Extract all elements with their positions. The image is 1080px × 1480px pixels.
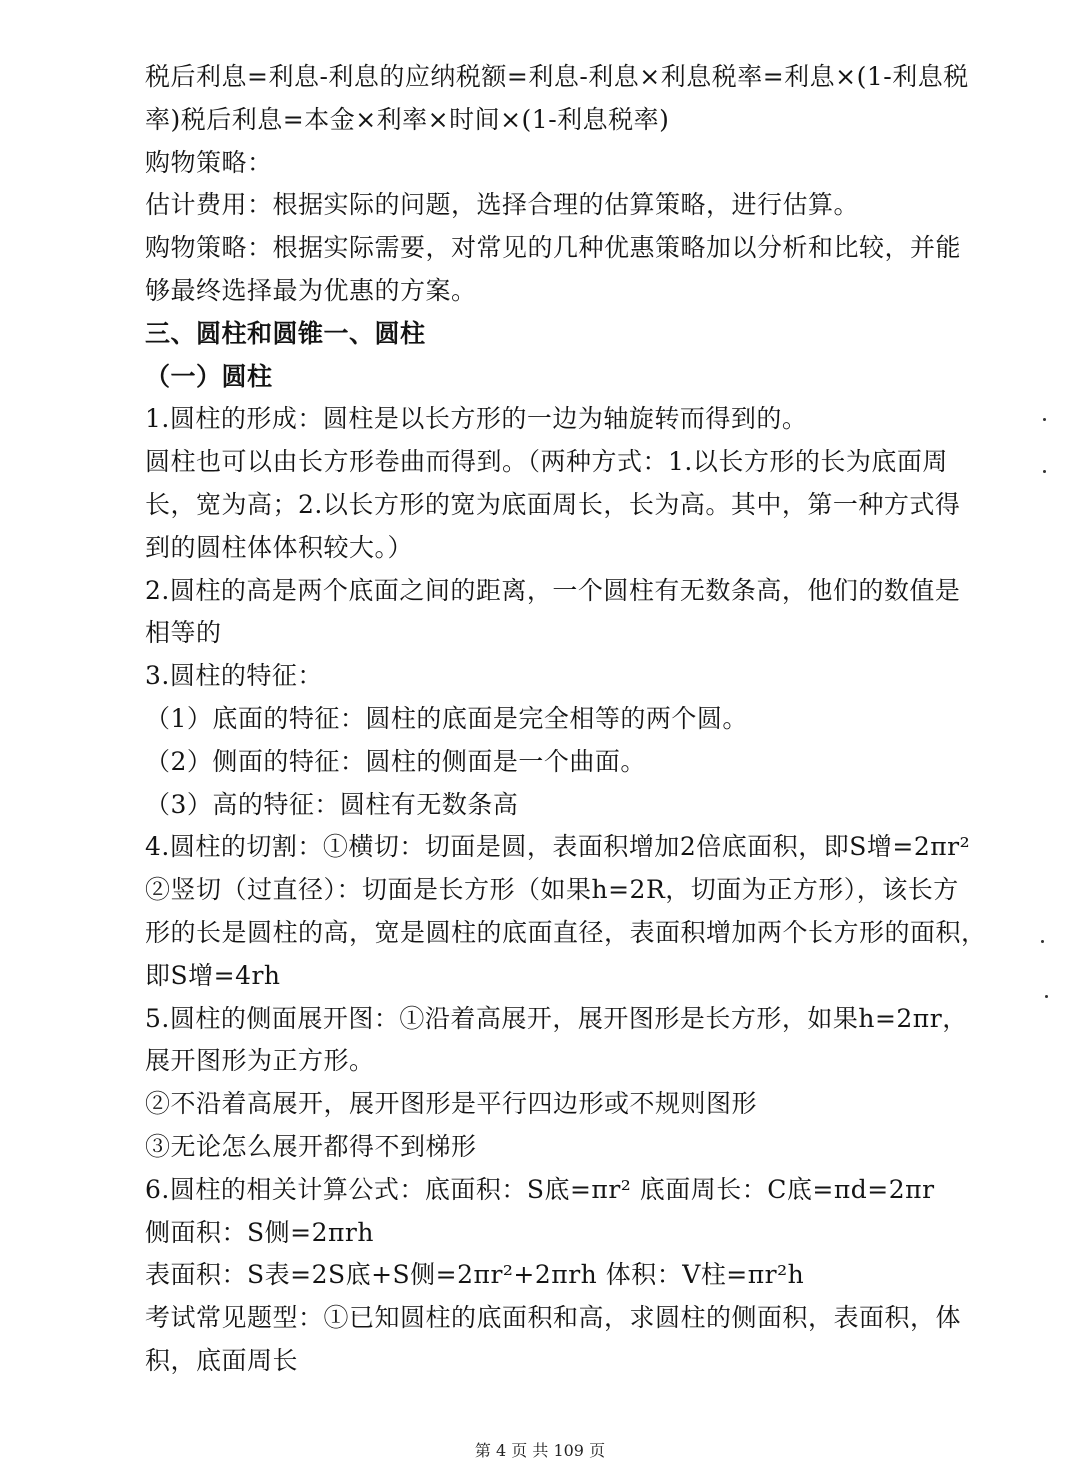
text-line: 到的圆柱体体积较大。） [145,532,414,562]
scan-speck [1045,995,1048,998]
text-line: 5.圆柱的侧面展开图：①沿着高展开，展开图形是长方形，如果h=2πr， [145,1003,968,1033]
text-line: ③无论怎么展开都得不到梯形 [145,1131,477,1161]
section-heading: 三、圆柱和圆锥一、圆柱 [145,318,426,348]
text-line: （1）底面的特征：圆柱的底面是完全相等的两个圆。 [145,703,748,733]
text-line: 购物策略： [145,147,273,177]
scan-speck [1043,470,1046,473]
text-line: 侧面积：S侧=2πrh [145,1217,374,1247]
page-footer: 第 4 页 共 109 页 [474,1441,606,1460]
text-line: 3.圆柱的特征： [145,661,323,691]
subsection-heading: （一）圆柱 [145,361,273,391]
text-line: 形的长是圆柱的高，宽是圆柱的底面直径，表面积增加两个长方形的面积， [145,917,987,947]
text-line: 率)税后利息=本金×利率×时间×(1-利息税率) [145,104,670,134]
text-line: 购物策略：根据实际需要，对常见的几种优惠策略加以分析和比较，并能 [145,233,962,263]
text-line: 长，宽为高；2.以长方形的宽为底面周长，长为高。其中，第一种方式得 [145,489,961,519]
text-line: 够最终选择最为优惠的方案。 [145,275,477,305]
text-line: 1.圆柱的形成：圆柱是以长方形的一边为轴旋转而得到的。 [145,404,808,434]
document-body [145,56,1005,1383]
text-line: 考试常见题型：①已知圆柱的底面积和高，求圆柱的侧面积，表面积，体 [145,1303,962,1333]
text-line: 估计费用：根据实际的问题，选择合理的估算策略，进行估算。 [145,190,860,220]
text-line: ②不沿着高展开，展开图形是平行四边形或不规则图形 [145,1089,758,1119]
scan-speck [1041,940,1044,943]
text-line: 表面积：S表=2S底+S侧=2πr²+2πrh 体积：V柱=πr²h [145,1260,805,1290]
text-line: 6.圆柱的相关计算公式：底面积：S底=πr² 底面周长：C底=πd=2πr [145,1174,935,1204]
text-line: 圆柱也可以由长方形卷曲而得到。（两种方式：1.以长方形的长为底面周 [145,447,948,477]
text-line: ②竖切（过直径）：切面是长方形（如果h=2R，切面为正方形），该长方 [145,875,959,905]
text-line: 相等的 [145,618,222,648]
text-line: 积，底面周长 [145,1345,299,1375]
text-line: 4.圆柱的切割：①横切：切面是圆，表面积增加2倍底面积，即S增=2πr² [145,832,971,862]
text-line: （2）侧面的特征：圆柱的侧面是一个曲面。 [145,746,646,776]
text-line: 展开图形为正方形。 [145,1046,375,1076]
text-line: 即S增=4rh [145,960,281,990]
text-line: 2.圆柱的高是两个底面之间的距离，一个圆柱有无数条高，他们的数值是 [145,575,961,605]
text-line: （3）高的特征：圆柱有无数条高 [145,789,519,819]
scan-speck [1043,418,1046,421]
text-line: 税后利息=利息-利息的应纳税额=利息-利息×利息税率=利息×(1-利息税 [145,62,969,91]
